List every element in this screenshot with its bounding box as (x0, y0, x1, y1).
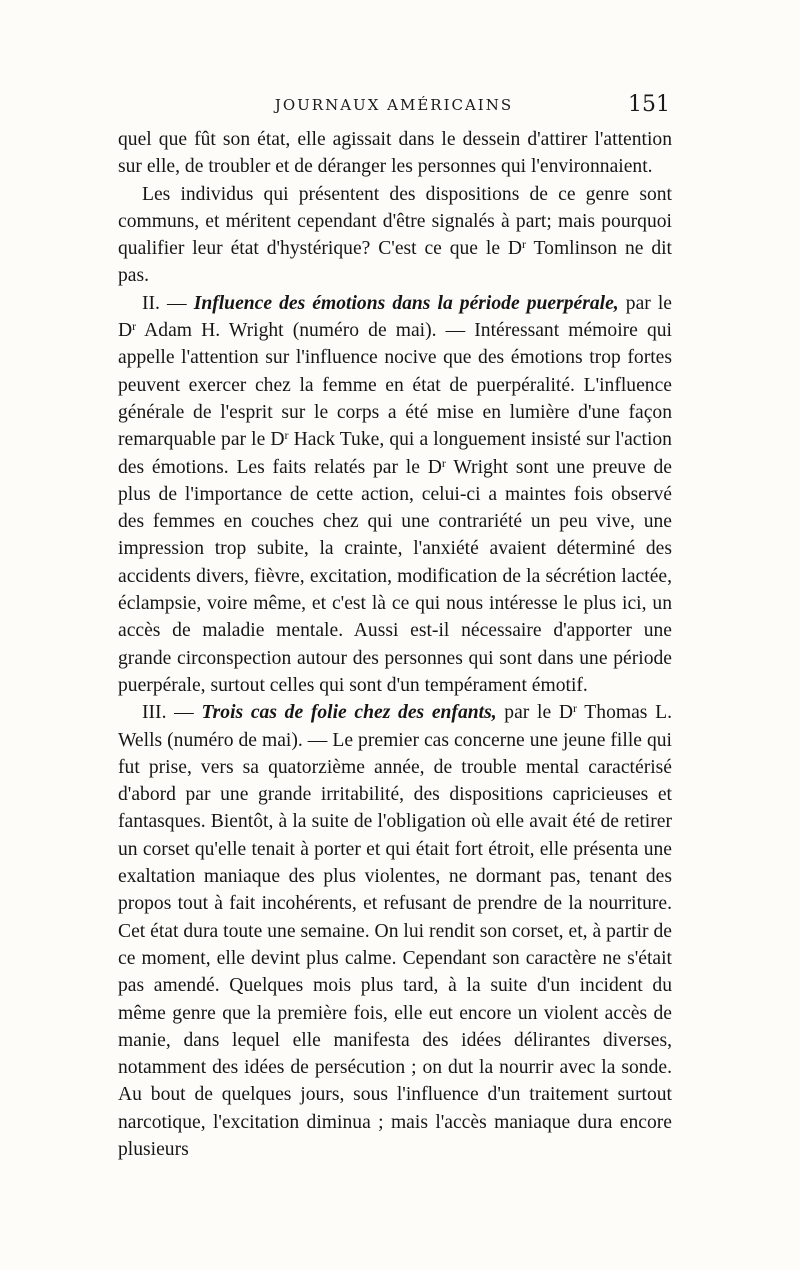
paragraph-section-ii (118, 290, 672, 699)
paragraph-text: par le D (118, 292, 672, 342)
paragraph-continuation: quel que fût son état, elle agissait dans le dessein d'attirer l'attention sur elle, de troubler et de déranger les personnes qui l'environnaient. (118, 129, 672, 178)
paragraph-text: Les individus qui présentent des dispositions de ce genre sont communs, et méritent cependant d'être signalés à part; mais pourquoi qualifier leur état d'hystérique? C'est ce que le D (118, 183, 672, 260)
superscript: r (572, 701, 577, 716)
running-head (118, 92, 670, 122)
superscript: r (522, 237, 527, 252)
paragraph-text: Adam H. Wright (numéro de mai). — Intéressant mémoire qui appelle l'attention sur l'influence nocive que des émotions trop fortes peuvent exercer chez la femme en état de puerpéralité. L'influence générale de l'esprit sur le corps a été mise en lumière d'une façon remarquable par le D (118, 320, 672, 451)
article-title: Trois cas de folie chez des enfants, (201, 702, 497, 724)
paragraph-text: Hack Tuke, qui a longuement insisté sur l'action des émotions. Les faits relatés par le D (118, 429, 672, 478)
paragraph-text: Wright sont une preuve de plus de l'importance de cette action, celui-ci a maintes fois observé des femmes en couches chez qui une contrariété un peu vive, une impression trop subite, la crainte, l'anxiété avaient déterminé des accidents divers, fièvre, excitation, modification de la sécrétion lactée, éclampsie, voire même, et c'est là ce qui nous intéresse le plus ici, un accès de maladie mentale. Aussi est-il nécessaire d'apporter une grande circonspection autour des personnes qui sont dans une période puerpérale, surtout celles qui sont d'un tempérament émotif. (118, 456, 673, 696)
superscript: r (284, 428, 289, 443)
paragraph-text: Tomlinson ne dit pas. (118, 238, 672, 287)
body-text (118, 126, 672, 1163)
running-title: JOURNAUX AMÉRICAINS (274, 96, 514, 114)
paragraph-section-iii (118, 699, 672, 1163)
section-number: III. — (142, 702, 202, 724)
superscript: r (441, 455, 446, 470)
paragraph-tomlinson (118, 181, 672, 290)
section-number: II. — (142, 292, 194, 314)
article-title: Influence des émotions dans la période puerpérale, (193, 292, 619, 314)
superscript: r (132, 319, 137, 334)
paragraph-text: Thomas L. Wells (numéro de mai). — Le premier cas concerne une jeune fille qui fut prise, vers sa quatorzième année, de trouble mental caractérisé d'abord par une grande irritabilité, des dispositions capricieuses et fantasques. Bientôt, à la suite de l'obligation où elle avait été de retirer un corset qu'elle tenait à porter et qui était fort étroit, elle présenta une exaltation maniaque des plus violentes, ne dormant pas, tenant des propos tout à fait incohérents, et refusant de prendre de la nourriture. Cet état dura toute une semaine. On lui rendit son corset, et, à partir de ce moment, elle devint plus calme. Cependant son caractère ne s'était pas amendé. Quelques mois plus tard, à la suite d'un incident du même genre que la première fois, elle eut encore un violent accès de manie, dans lequel elle manifesta des idées délirantes diverses, notamment des idées de persécution ; on dut la nourrir avec la sonde. Au bout de quelques jours, sous l'influence d'un traitement surtout narcotique, l'excitation diminua ; mais l'accès maniaque dura encore plusieurs (118, 702, 672, 1160)
paragraph-text: par le D (496, 702, 573, 724)
page-number: 151 (628, 92, 670, 117)
